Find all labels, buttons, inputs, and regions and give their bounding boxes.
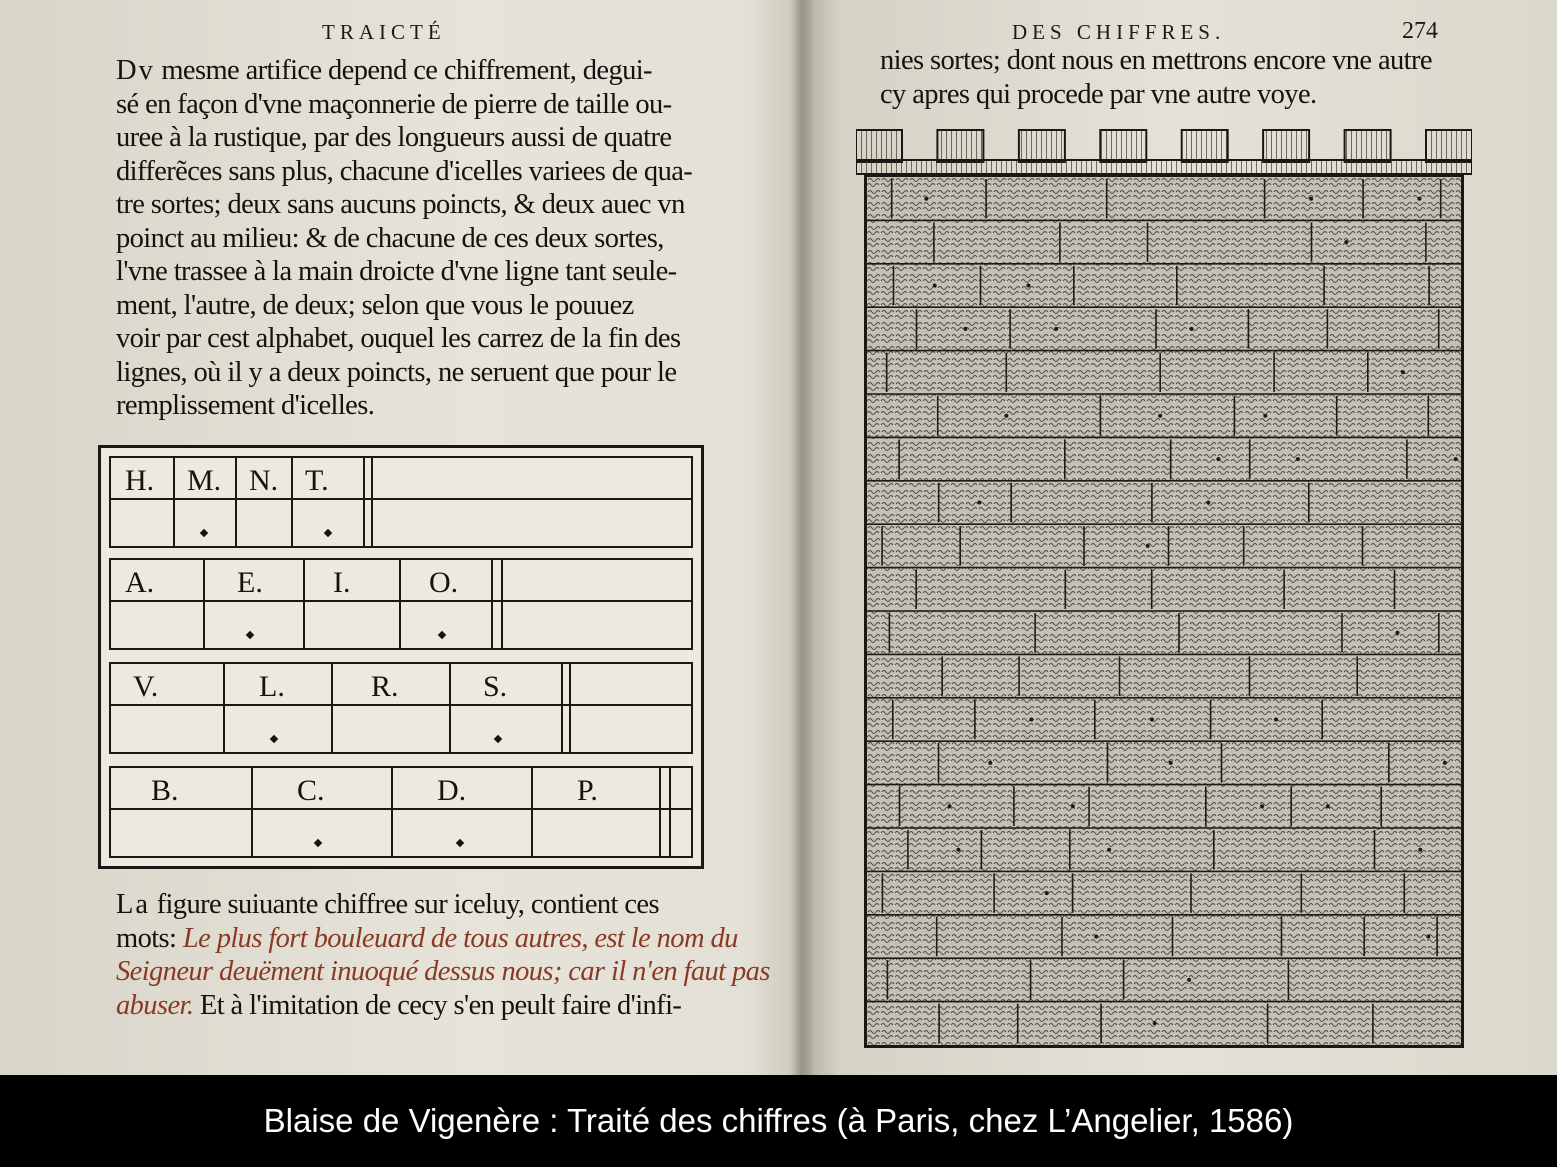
paragraph-intro — [116, 54, 694, 423]
merlon — [1426, 130, 1472, 162]
text-line: abuser. Et à l'imitation de cecy s'en peult faire d'infi- — [116, 989, 682, 1021]
cipher-dot — [438, 631, 446, 639]
cipher-filler — [561, 664, 571, 752]
cipher-dot — [200, 529, 208, 537]
cipher-cell: D. — [391, 768, 533, 856]
cipher-row — [109, 662, 693, 754]
text-line: sé en façon d'vne maçonnerie de pierre de taille ou- — [116, 88, 672, 120]
text-line: tre sortes; deux sans aucuns poincts, & deux auec vn — [116, 189, 685, 220]
text-line: l'vne trassee à la main droicte d'vne ligne tant seule- — [116, 256, 677, 287]
text-line: La figure suiuante chiffree sur iceluy, contient ces — [116, 889, 659, 920]
paragraph-figure — [116, 888, 770, 1022]
cipher-cell: L. — [223, 664, 333, 752]
cipher-cell: E. — [203, 560, 305, 648]
text-line: differẽces sans plus, chacune d'icelles variees de qua- — [116, 155, 693, 187]
cipher-dot — [270, 735, 278, 743]
cipher-alphabet-table — [98, 445, 704, 869]
cipher-filler — [659, 768, 671, 856]
text-line: Dv mesme artifice depend ce chiffrement, degui- — [116, 55, 652, 86]
masonry-wall-figure — [856, 128, 1472, 1048]
merlon — [937, 130, 983, 162]
red-quote: abuser. — [116, 989, 194, 1021]
cipher-filler — [491, 560, 503, 648]
cipher-cell: H. — [111, 458, 175, 546]
cipher-dot — [494, 735, 502, 743]
text-line: mots: Le plus fort bouleuard de tous autres, est le nom du — [116, 922, 738, 954]
cipher-cell: T. — [291, 458, 365, 546]
merlon — [1019, 130, 1065, 162]
text-line: poinct au milieu: & de chacune de ces deux sortes, — [116, 222, 664, 254]
cipher-filler — [363, 458, 373, 546]
cipher-cell: I. — [303, 560, 401, 648]
cipher-dot — [324, 529, 332, 537]
cipher-cell: C. — [251, 768, 393, 856]
merlon — [1263, 130, 1309, 162]
cipher-cell: V. — [111, 664, 225, 752]
cipher-cell: P. — [531, 768, 661, 856]
cipher-dot — [314, 839, 322, 847]
merlon — [856, 130, 902, 162]
cipher-cell: O. — [399, 560, 493, 648]
left-running-head: TRAICTÉ — [322, 20, 446, 44]
cipher-row — [109, 558, 693, 650]
drop-word: Dv — [116, 55, 155, 86]
text-line: uree à la rustique, par des longueurs aussi de quatre — [116, 122, 672, 153]
cipher-row — [109, 766, 693, 858]
text-line: cy apres qui procede par vne autre voye. — [880, 78, 1317, 110]
text-line: ment, l'autre, de deux; selon que vous le pouuez — [116, 289, 634, 321]
drop-word: La — [116, 889, 151, 920]
cipher-cell: N. — [235, 458, 293, 546]
page-number: 274 — [1402, 18, 1438, 44]
text-line: nies sortes; dont nous en mettrons encore vne autre — [880, 45, 1432, 76]
text-line: lignes, où il y a deux poincts, ne seruent que pour le — [116, 356, 677, 388]
stone-courses — [867, 177, 1461, 1045]
battlement — [856, 128, 1472, 176]
text-line: voir par cest alphabet, ouquel les carrez de la fin des — [116, 323, 681, 354]
cipher-cell: M. — [173, 458, 237, 546]
merlon — [1345, 130, 1391, 162]
paragraph-continued — [880, 44, 1460, 111]
cipher-cell: A. — [111, 560, 205, 648]
cipher-dot — [456, 839, 464, 847]
red-quote: Le plus fort bouleuard de tous autres, est le nom du — [182, 922, 738, 954]
merlon — [1100, 130, 1146, 162]
cipher-cell: B. — [111, 768, 253, 856]
cipher-dot — [246, 631, 254, 639]
photo-caption: Blaise de Vigenère : Traité des chiffres (à Paris, chez L’Angelier, 1586) — [0, 1075, 1557, 1167]
right-running-head: DES CHIFFRES. — [1012, 20, 1226, 44]
cipher-cell: R. — [331, 664, 451, 752]
cipher-row — [109, 456, 693, 548]
right-page — [812, 0, 1557, 1075]
merlon — [1182, 130, 1228, 162]
red-quote: Seigneur deuëment inuoqué dessus nous; car il n'en faut pas — [116, 956, 770, 987]
cipher-cell: S. — [449, 664, 563, 752]
text-line: remplissement d'icelles. — [116, 390, 375, 421]
stone-wall — [864, 174, 1464, 1048]
left-page — [0, 0, 800, 1075]
